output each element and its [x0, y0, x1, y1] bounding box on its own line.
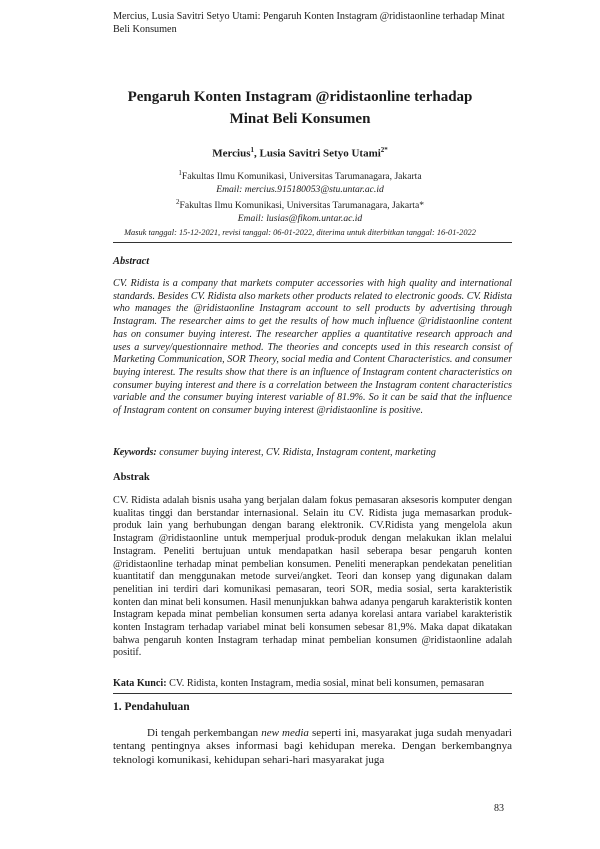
keywords-label: Keywords:: [113, 447, 157, 458]
affiliation-2: [100, 196, 500, 213]
abstract-text: CV. Ridista is a company that markets computer accessories with high quality and international standards. Besides CV. Ridista also markets other products related to electronic goods. CV. Ridista who manages the @ridistaonline Instagram account to sell products by advertising through Instagram. The researcher aims to get the results of how much influence @ridistaonline content has on consumer buying interest. The researcher applies a quantitative research approach and uses a survey/questionnaire method. The theories and concepts used in this research consist of Marketing Communication, SOR Theory, social media and Content Characteristics. and consumer buying interest. The results show that there is an influence of Instagram content characteristics on consumer buying interest and there is a correlation between the Instagram content characteristics variable and the consumer buying interest variable of 81.9%. So it can be said that the influence of Instagram content on consumer buying interest @ridistaonline is positive.: [113, 278, 512, 417]
intro-text-2: seperti ini, masyarakat juga sudah menyadari tentang pentingnya akses informasi bagi kehidupan mereka. Dengan berkembangnya teknologi komunikasi, kehidupan sehari-hari masyarakat juga: [113, 727, 512, 766]
author-separator: ,: [253, 147, 260, 160]
title-line-2: Minat Beli Konsumen: [229, 111, 371, 127]
abstract-heading: Abstract: [113, 256, 150, 267]
intro-italic: new media: [261, 727, 309, 739]
abstrak-text: CV. Ridista adalah bisnis usaha yang berjalan dalam fokus pemasaran aksesoris komputer dengan kualitas tinggi dan berstandar internasional. Selain itu CV. Ridista juga memasarkan produk-produk lain yang berhubungan dengan barang elektronik. CV.Ridista yang mengelola akun Instagram @ridistaonline untuk memperjual produk-produk dengan melakukan iklan melalui Instagram. Peneliti bertujuan untuk mendapatkan hasil seberapa besar pengaruh konten @ridistaonline terhadap minat pembelian konsumen. Peneliti menerapkan pendekatan penelitian kuantitatif dan menggunakan metode survei/angket. Teori dan konsep yang digunakan dalam penelitian ini terdiri dari komunikasi pemasaran, teori SOR, media sosial, serta karakteristik konten dan minat beli konsumen. Hasil menunjukkan bahwa adanya pengaruh karakteristik konten Instagram kepada minat pembelian konsumen serta adanya korelasi antara variabel karakteristik konten Instagram terhadap variabel minat beli konsumen sebesar 81,9%. Maka dapat dikatakan bahwa pengaruh konten Instagram terhadap minat pembelian konsumen @ridistaonline adalah positif.: [113, 495, 512, 659]
author-2: Lusia Savitri Setyo Utami: [259, 147, 381, 160]
paper-title: [100, 86, 500, 130]
affiliation-2-marker: 2: [175, 198, 180, 207]
section-heading: 1. Pendahuluan: [113, 701, 190, 713]
author-2-marker: 2*: [380, 146, 388, 154]
abstrak-heading: Abstrak: [113, 472, 150, 483]
section-divider: [113, 693, 512, 694]
affiliation-1-text: Fakultas Ilmu Komunikasi, Universitas Tarumanagara, Jakarta: [181, 171, 422, 183]
keywords: [113, 447, 512, 458]
page-number: 83: [494, 803, 504, 814]
keywords-value: consumer buying interest, CV. Ridista, Instagram content, marketing: [156, 447, 436, 458]
author-1-marker: 1: [250, 146, 254, 154]
author-list: [100, 146, 500, 160]
introduction-paragraph: [113, 727, 512, 767]
email-1: Email: mercius.915180053@stu.untar.ac.id: [216, 183, 384, 195]
intro-text-1: Di tengah perkembangan: [147, 727, 262, 739]
affiliation-2-text: Fakultas Ilmu Komunikasi, Universitas Tarumanagara, Jakarta*: [179, 200, 425, 212]
top-divider: [113, 242, 512, 243]
author-1: Mercius: [212, 147, 251, 160]
affiliations: [100, 167, 500, 225]
affiliation-1: [100, 167, 500, 184]
kata-kunci-label: Kata Kunci:: [113, 678, 167, 689]
kata-kunci: [113, 678, 512, 689]
affiliation-1-marker: 1: [178, 169, 182, 177]
title-line-1: Pengaruh Konten Instagram @ridistaonline terhadap: [127, 89, 473, 105]
submission-dates: Masuk tanggal: 15-12-2021, revisi tanggal: 06-01-2022, diterima untuk diterbitkan tanggal: 16-01-2022: [124, 228, 476, 237]
kata-kunci-value: CV. Ridista, konten Instagram, media sosial, minat beli konsumen, pemasaran: [166, 678, 484, 689]
email-2: Email: lusias@fikom.untar.ac.id: [237, 212, 363, 224]
running-head: Mercius, Lusia Savitri Setyo Utami: Pengaruh Konten Instagram @ridistaonline terhadap Minat Beli Konsumen: [113, 11, 505, 35]
